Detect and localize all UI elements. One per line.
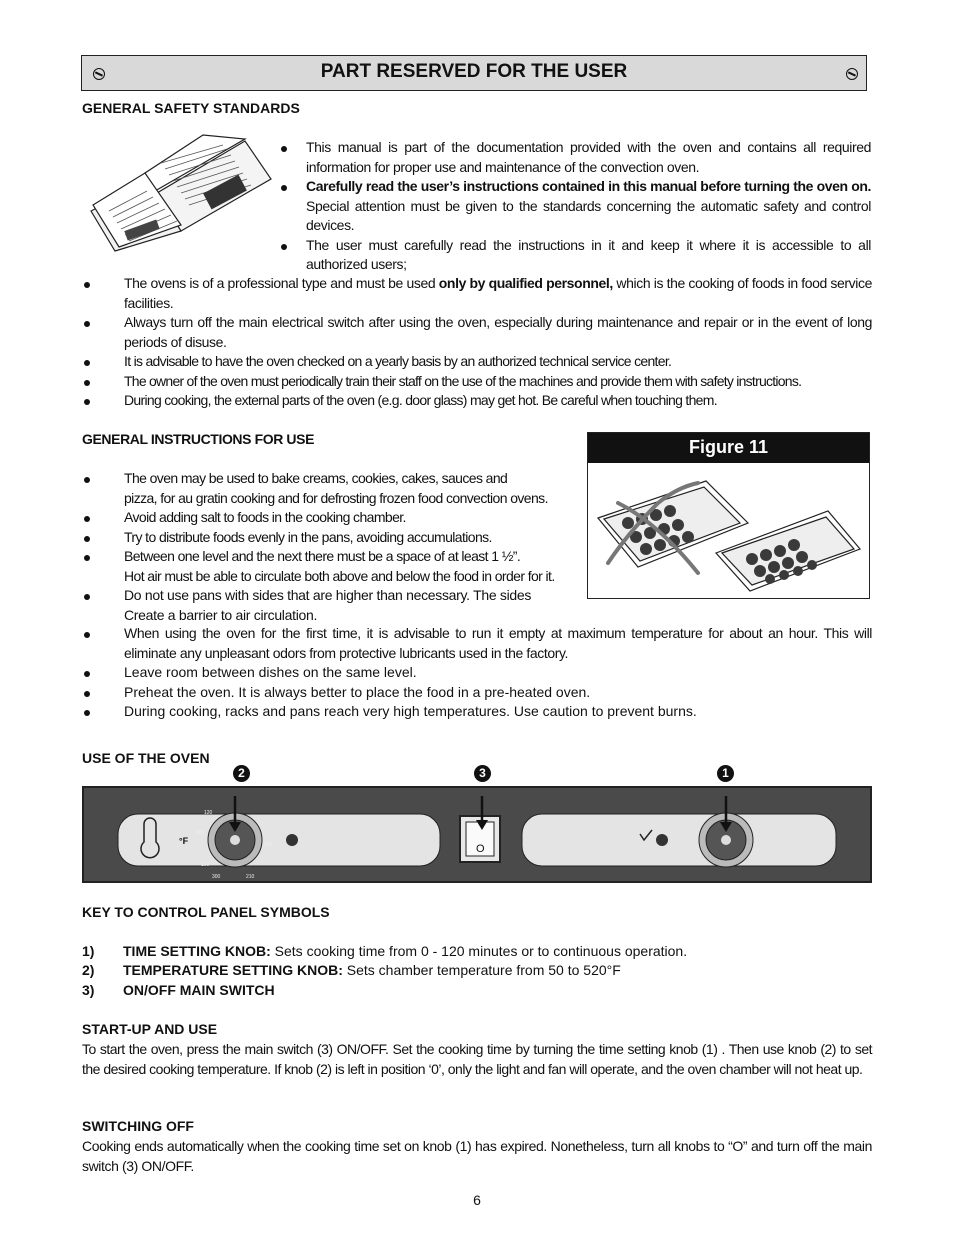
fahrenheit-label: °F <box>179 836 189 846</box>
list-item: During cooking, the external parts of the oven (e.g. door glass) may get hot. Be careful when touching them. <box>82 391 872 411</box>
bullet-icon <box>84 321 90 327</box>
bullet-icon <box>84 516 90 522</box>
key-number: 1) <box>82 943 95 959</box>
tick-label: 120 <box>264 842 273 848</box>
figure-11 <box>587 432 870 599</box>
bullet-icon <box>84 360 90 366</box>
tick-label: 100 <box>201 862 210 868</box>
bullet-icon <box>281 146 287 152</box>
list-item: Try to distribute foods evenly in the pans, avoiding accumulations. <box>82 528 587 548</box>
callout-2: 2 <box>233 765 250 782</box>
switching-off-heading: SWITCHING OFF <box>82 1118 194 1134</box>
list-item: Always turn off the main electrical switch after using the oven, especially during maintenance and repair or in the event of long periods of disuse. <box>82 313 872 352</box>
list-item: Carefully read the user’s instructions contained in this manual before turning the oven on. Special attention must be given to the standards concerning the automatic safety and control devices. <box>281 177 871 236</box>
bullet-icon <box>84 477 90 483</box>
tick-label: 100 <box>196 830 205 836</box>
bullet-icon <box>84 594 90 600</box>
list-item: The oven may be used to bake creams, cookies, cakes, sauces and pizza, for au gratin cooking and for defrosting frozen food convection ovens. <box>82 469 587 508</box>
bullet-icon <box>84 691 90 697</box>
prohibition-icon <box>846 68 858 80</box>
list-item: The ovens is of a professional type and must be used only by qualified personnel, which is the cooking of foods in food service facilities. <box>82 274 872 313</box>
tick-label: 210 <box>246 874 255 880</box>
list-item: The user must carefully read the instructions in it and keep it where it is accessible to all authorized users; <box>281 236 871 275</box>
instructions-long-list <box>82 624 872 722</box>
startup-heading: START-UP AND USE <box>82 1021 218 1037</box>
bullet-icon <box>281 185 287 191</box>
tick-label: 120 <box>204 810 213 816</box>
key-heading: KEY TO CONTROL PANEL SYMBOLS <box>82 904 330 920</box>
key-item-2: 2) TEMPERATURE SETTING KNOB: Sets chamber temperature from 50 to 520°F <box>82 961 872 981</box>
kebab-pans-illustration <box>588 463 868 596</box>
key-item-3: 3) ON/OFF MAIN SWITCH <box>82 981 872 1001</box>
temperature-knob[interactable] <box>198 802 272 876</box>
main-switch[interactable] <box>460 816 500 862</box>
section-header <box>81 55 867 91</box>
key-number: 3) <box>82 982 95 998</box>
section-title: PART RESERVED FOR THE USER <box>320 61 628 82</box>
callout-3: 3 <box>474 765 491 782</box>
list-item: When using the oven for the first time, it is advisable to run it empty at maximum temperature for about an hour. This will eliminate any unpleasant odors from protective lubricants used in the factory. <box>82 624 872 663</box>
oven-heading: USE OF THE OVEN <box>82 750 210 766</box>
figure-label: Figure 11 <box>588 433 869 463</box>
key-item-1: 1) TIME SETTING KNOB: Sets cooking time from 0 - 120 minutes or to continuous operation. <box>82 942 872 962</box>
callout-1: 1 <box>717 765 734 782</box>
tick-label: 300 <box>212 874 221 880</box>
key-number: 2) <box>82 962 95 978</box>
switching-off-text: Cooking ends automatically when the cooking time set on knob (1) has expired. Nonetheless, turn all knobs to “O” and turn off the main switch (3) ON/OFF. <box>82 1138 872 1174</box>
safety-heading: GENERAL SAFETY STANDARDS <box>82 100 300 116</box>
bullet-icon <box>84 555 90 561</box>
instructions-heading: GENERAL INSTRUCTIONS FOR USE <box>82 431 315 447</box>
list-item: Avoid adding salt to foods in the cooking chamber. <box>82 508 587 528</box>
list-item: The owner of the oven must periodically train their staff on the use of the machines and provide them with safety instructions. <box>82 372 872 392</box>
bullet-icon <box>84 710 90 716</box>
list-item: Between one level and the next there must be a space of at least 1 ½”. Hot air must be able to circulate both above and below the food in order for it. <box>82 547 587 586</box>
control-panel <box>82 786 872 883</box>
bullet-icon <box>84 536 90 542</box>
safety-list <box>82 274 872 411</box>
manual-book-illustration <box>85 133 273 253</box>
list-item: Do not use pans with sides that are higher than necessary. The sides Create a barrier to air circulation. <box>82 586 587 625</box>
instructions-short-list <box>82 469 587 625</box>
list-item: During cooking, racks and pans reach very high temperatures. Use caution to prevent burns. <box>82 702 872 722</box>
bullet-icon <box>84 380 90 386</box>
bullet-icon <box>281 244 287 250</box>
time-knob[interactable] <box>689 802 763 876</box>
list-item: It is advisable to have the oven checked on a yearly basis by an authorized technical service center. <box>82 352 872 372</box>
safety-intro-list <box>281 138 871 275</box>
list-item: Leave room between dishes on the same level. <box>82 663 872 683</box>
bullet-icon <box>84 671 90 677</box>
bullet-icon <box>84 282 90 288</box>
list-item: This manual is part of the documentation provided with the oven and contains all required information for proper use and maintenance of the convection oven. <box>281 138 871 177</box>
bullet-icon <box>84 399 90 405</box>
switch-off-label: O <box>476 843 485 855</box>
bullet-icon <box>84 632 90 638</box>
startup-text: To start the oven, press the main switch (3) ON/OFF. Set the cooking time by turning the time setting knob (1) . Then use knob (2) to set the desired cooking temperature. If knob (2) is left in position ‘0’, only the light and fan will operate, and the oven chamber will not heat up. <box>82 1041 872 1077</box>
page-number: 6 <box>473 1192 481 1208</box>
list-item: Preheat the oven. It is always better to place the food in a pre-heated oven. <box>82 683 872 703</box>
